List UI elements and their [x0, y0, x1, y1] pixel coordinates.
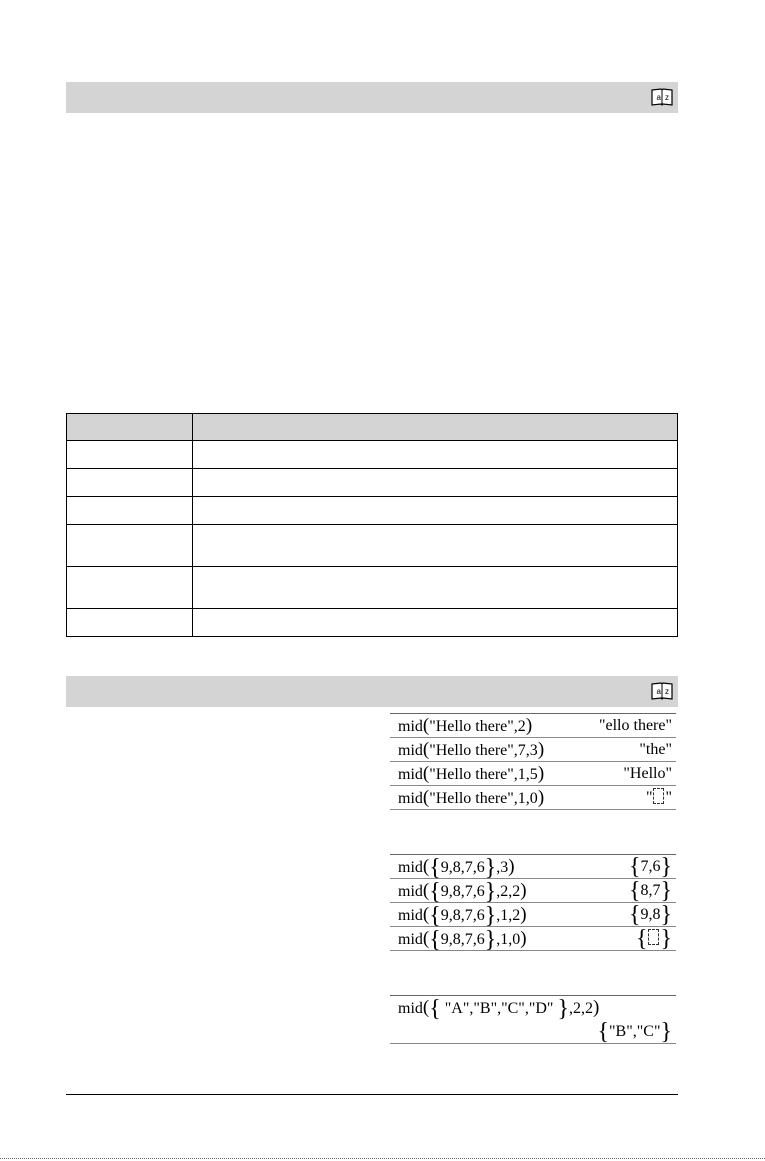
svg-text:z: z: [665, 687, 669, 696]
example-result: " ": [645, 789, 672, 806]
table-cell: [67, 441, 193, 469]
table-cell: [67, 497, 193, 525]
example-input: mid({9,8,7,6},2,2): [398, 879, 527, 905]
footer-rule: [66, 1094, 678, 1095]
example-line: [390, 786, 676, 810]
example-result: {"B","C"}: [597, 1019, 672, 1045]
example-line: [390, 855, 676, 879]
table-cell: [193, 525, 678, 567]
empty-placeholder-icon: [653, 788, 664, 804]
example-line: [390, 762, 676, 786]
example-group-strings: [390, 713, 676, 810]
example-group-string-list: [390, 995, 676, 1044]
example-result: { }: [635, 926, 672, 952]
table-row: [67, 469, 678, 497]
example-result: {7,6}: [628, 854, 672, 880]
example-input: mid("Hello there",1,5): [398, 763, 545, 784]
table-cell: [67, 469, 193, 497]
example-input: mid("Hello there",1,0): [398, 787, 545, 808]
book-icon: [651, 87, 673, 107]
table-header-cell: [193, 414, 678, 441]
example-line: [390, 714, 676, 738]
table-row: [67, 525, 678, 567]
example-result: "the": [639, 741, 672, 758]
example-input: mid({ "A","B","C","D" },2,2): [398, 996, 600, 1022]
example-result: {8,7}: [628, 878, 672, 904]
table-header-cell: [67, 414, 193, 441]
example-result: "ello there": [598, 717, 672, 734]
table-header-row: [67, 414, 678, 441]
example-line: [390, 927, 676, 951]
mode-table: [66, 413, 678, 637]
examples-panel: [390, 713, 676, 1044]
table-cell: [193, 441, 678, 469]
svg-text:a: a: [656, 687, 661, 696]
table-cell: [193, 469, 678, 497]
table-cell: [193, 609, 678, 637]
table-row: [67, 567, 678, 609]
empty-placeholder-icon: [648, 929, 659, 945]
table-cell: [193, 567, 678, 609]
example-line: [390, 903, 676, 927]
example-input: mid("Hello there",2): [398, 715, 533, 736]
table-row: [67, 609, 678, 637]
example-line: [390, 738, 676, 762]
section-header-bar: [66, 676, 678, 707]
table-row: [67, 497, 678, 525]
example-result: "Hello": [623, 765, 672, 782]
example-input: mid("Hello there",7,3): [398, 739, 545, 760]
example-input: mid({9,8,7,6},3): [398, 855, 515, 881]
table-cell: [67, 567, 193, 609]
table-row: [67, 441, 678, 469]
section-header-bar: [66, 82, 678, 113]
table-cell: [67, 525, 193, 567]
example-input: mid({9,8,7,6},1,0): [398, 927, 527, 953]
table-cell: [193, 497, 678, 525]
example-input: mid({9,8,7,6},1,2): [398, 903, 527, 929]
example-result: {9,8}: [628, 902, 672, 928]
example-group-lists: [390, 854, 676, 951]
table-cell: [67, 609, 193, 637]
example-line: [390, 879, 676, 903]
svg-text:a: a: [656, 93, 661, 102]
page-edge-dotted-line: [0, 1158, 765, 1159]
svg-text:z: z: [665, 93, 669, 102]
example-line: [390, 996, 676, 1044]
book-icon: [651, 681, 673, 701]
